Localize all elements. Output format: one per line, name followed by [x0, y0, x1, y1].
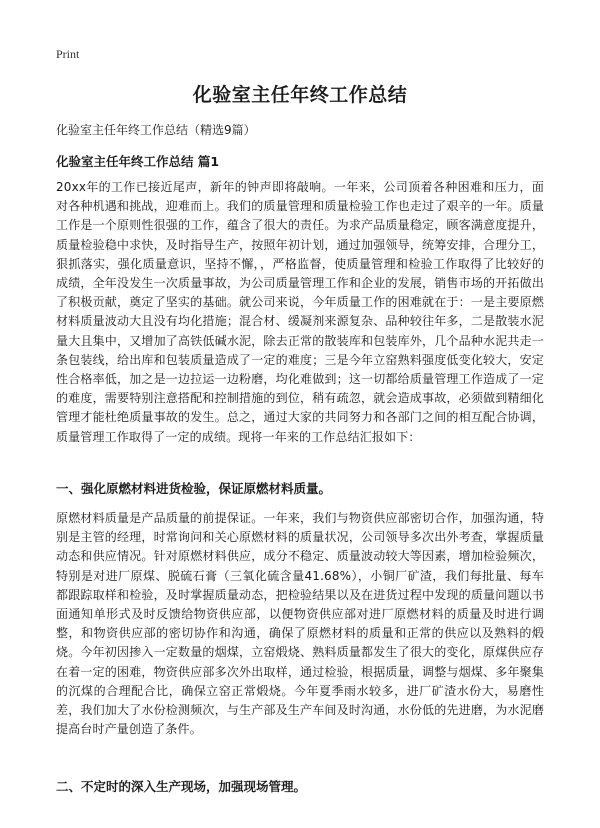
paragraph-intro: 20xx年的工作已接近尾声，新年的钟声即将敲响。一年来，公司顶着各种困难和压力，面对各种机遇和挑战，迎难而上。我们的质量管理和质量检验工作也走过了艰辛的一年。质量工作是一个原则性很强的工作，蕴含了很大的责任。为求产品质量稳定，顾客满意度提升，质量检验稳中求快，及时指导生产，按照年初计划，通过加强领导，统筹安排，合理分工，狠抓落实，强化质量意识，坚持不懈，，严格监督，使质量管理和检验工作取得了比较好的成绩，全年没发生一次质量事故，为公司质量管理工作和企业的发展，销售市场的开拓做出了积极贡献，奠定了坚实的基础。就公司来说，今年质量工作的困难就在于：一是主要原燃材料质量波动大且没有均化措施；混合材、缓凝剂来源复杂、品种较往年多，二是散装水泥量大且集中，又增加了高铁低碱水泥，除去正常的散装库和包装库外，几个品种水泥共走一条包装线，给出库和包装质量造成了一定的难度；三是今年立窑熟料强度低变化较大，安定性合格率低，加之是一边拉运一边粉磨，均化难做到；这一切都给质量管理工作造成了一定的难度，需要特别注意搭配和控制措施的到位，稍有疏忽，就会造成事故，必须做到精细化管理才能杜绝质量事故的发生。总之，通过大家的共同努力和各部门之间的相互配合协调，质量管理工作取得了一定的成绩。现将一年来的工作总结汇报如下： — [56, 180, 544, 444]
document-subtitle: 化验室主任年终工作总结（精选9篇） — [56, 123, 256, 137]
heading-two: 二、不定时的深入生产现场，加强现场管理。 — [56, 779, 307, 794]
paragraph-materials: 原燃材料质量是产品质量的前提保证。一年来，我们与物资供应部密切合作，加强沟通，特别是主管的经理，时常询问和关心原燃材料的质量状况，公司领导多次出外考查，掌握质量动态和供应情况。针对原燃材料供应，成分不稳定、质量波动较大等因素，增加检验频次，特别是对进厂原煤、脱硫石膏（三氧化硫含量41.68%），小铜厂矿渣，我们每批量、每车都跟踪取样和检验，及时掌握质量动态，把检验结果以及在进货过程中发现的质量问题以书面通知单形式及时反馈给物资供应部，以便物资供应部对进厂原燃材料的质量及时进行调整，和物资供应部的密切协作和沟通，确保了原燃材料的质量和正常的供应以及熟料的煅烧。今年初因掺入一定数量的烟煤，立窑煅烧、熟料质量都发生了很大的变化，原煤供应存在着一定的困难，物资供应部多次外出取样，通过检验，根据质量，调整与烟煤、多年聚集的沉煤的合理配合比，确保立窑正常煅烧。今年夏季雨水较多，进厂矿渣水份大，易磨性差，我们加大了水份检测频次，与生产部及生产车间及时沟通，水份低的先进磨，为水泥磨提高台时产量创造了条件。 — [56, 511, 544, 737]
heading-one: 一、强化原燃材料进货检验，保证原燃材料质量。 — [56, 481, 332, 496]
section-title: 化验室主任年终工作总结 篇1 — [56, 154, 220, 169]
document-title: 化验室主任年终工作总结 — [192, 84, 408, 106]
print-label: Print — [56, 47, 80, 61]
